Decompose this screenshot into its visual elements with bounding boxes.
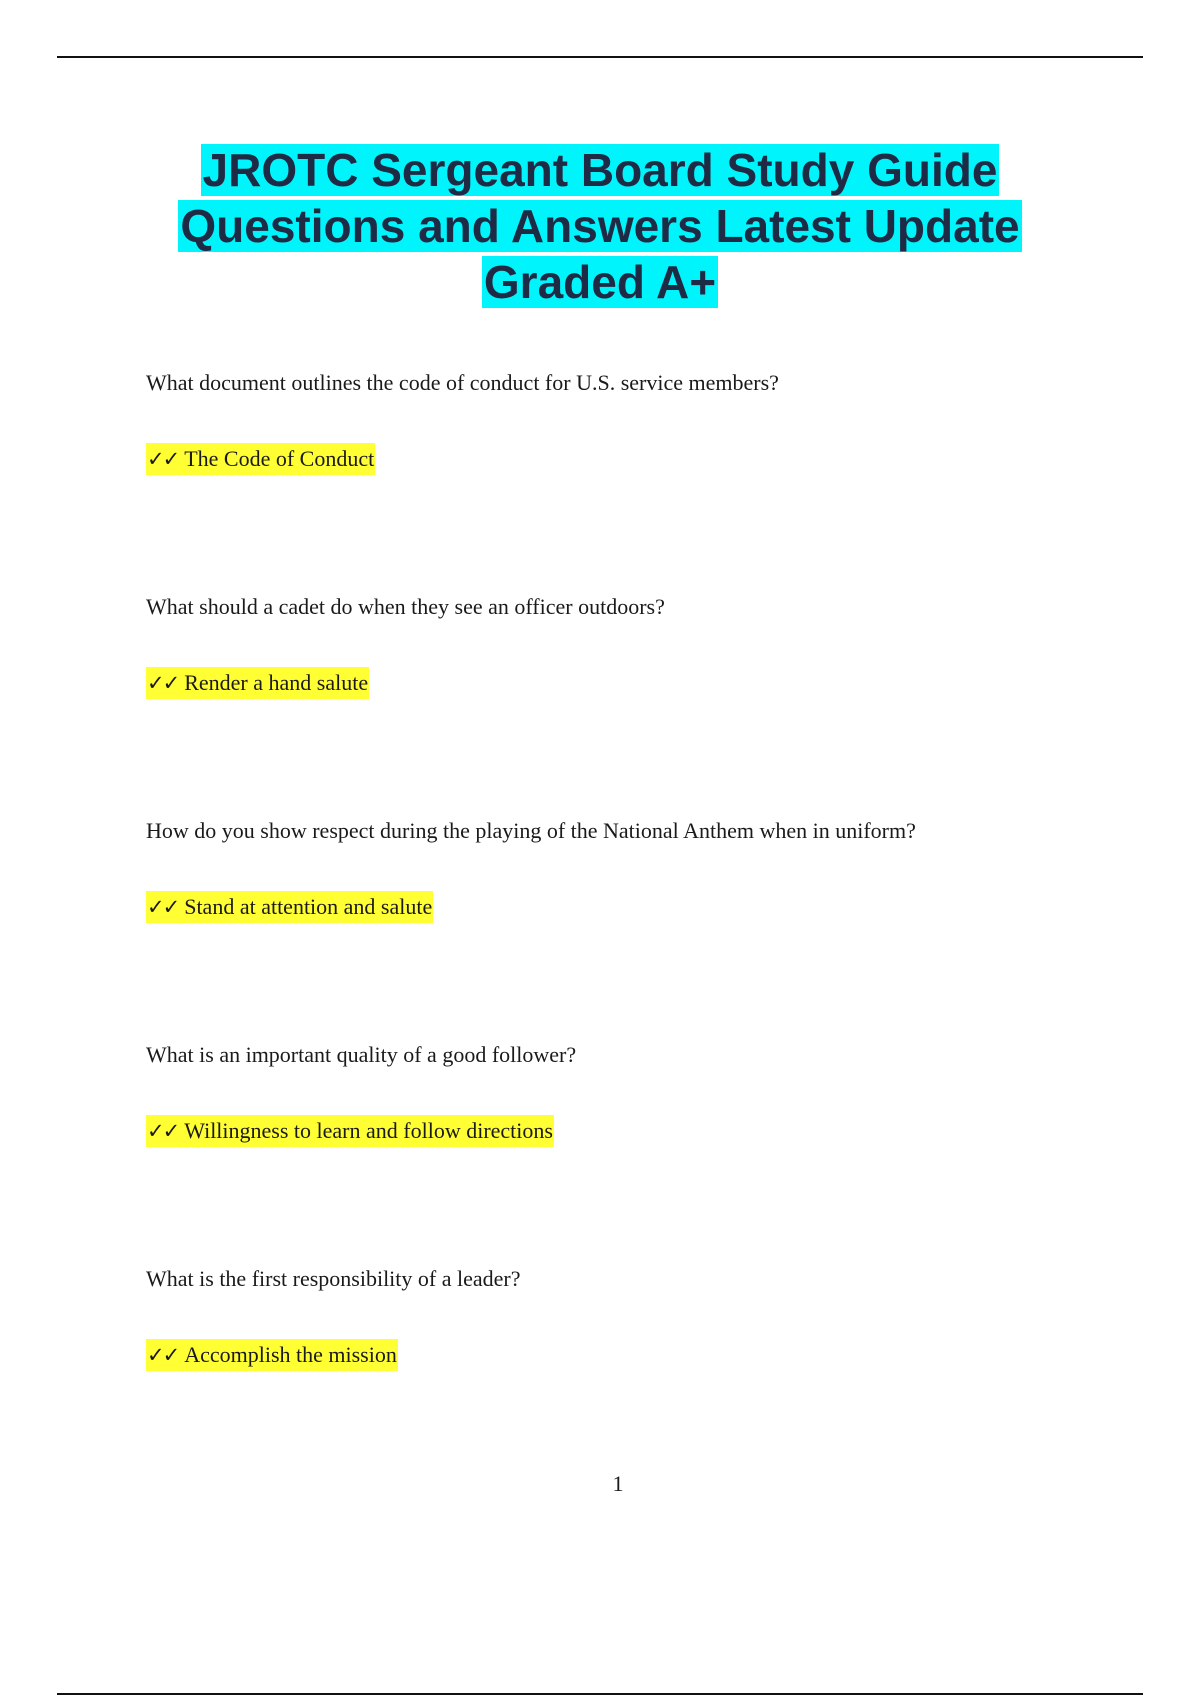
footer-rule — [57, 1693, 1143, 1695]
double-check-icon: ✓✓ — [147, 895, 179, 919]
answer-label: Willingness to learn and follow directions — [184, 1118, 553, 1143]
qa-item — [146, 817, 1046, 919]
document-title — [0, 142, 1200, 310]
qa-item — [146, 1041, 1046, 1143]
answer-text — [146, 1339, 398, 1371]
answer-text — [146, 891, 433, 923]
answer-label: The Code of Conduct — [184, 446, 375, 471]
qa-item — [146, 1265, 1046, 1367]
double-check-icon: ✓✓ — [147, 1343, 179, 1367]
question-text: What document outlines the code of conduct for U.S. service members? — [146, 370, 779, 395]
double-check-icon: ✓✓ — [147, 447, 179, 471]
answer-text — [146, 667, 369, 699]
page-number: 1 — [612, 1471, 624, 1496]
answer-text — [146, 443, 375, 475]
answer-label: Stand at attention and salute — [184, 894, 433, 919]
qa-item — [146, 593, 1046, 695]
title-line: Graded A+ — [483, 256, 717, 308]
double-check-icon: ✓✓ — [147, 671, 179, 695]
double-check-icon: ✓✓ — [147, 1119, 179, 1143]
question-text: How do you show respect during the playing of the National Anthem when in uniform? — [146, 818, 916, 843]
question-text: What should a cadet do when they see an officer outdoors? — [146, 594, 665, 619]
title-line: Questions and Answers Latest Update — [180, 200, 1020, 252]
answer-label: Render a hand salute — [184, 670, 369, 695]
title-line: JROTC Sergeant Board Study Guide — [202, 144, 998, 196]
answer-text — [146, 1115, 554, 1147]
question-text: What is an important quality of a good follower? — [146, 1042, 577, 1067]
qa-item — [146, 369, 1046, 471]
question-text: What is the first responsibility of a leader? — [146, 1266, 521, 1291]
answer-label: Accomplish the mission — [184, 1342, 397, 1367]
header-rule — [57, 56, 1143, 58]
